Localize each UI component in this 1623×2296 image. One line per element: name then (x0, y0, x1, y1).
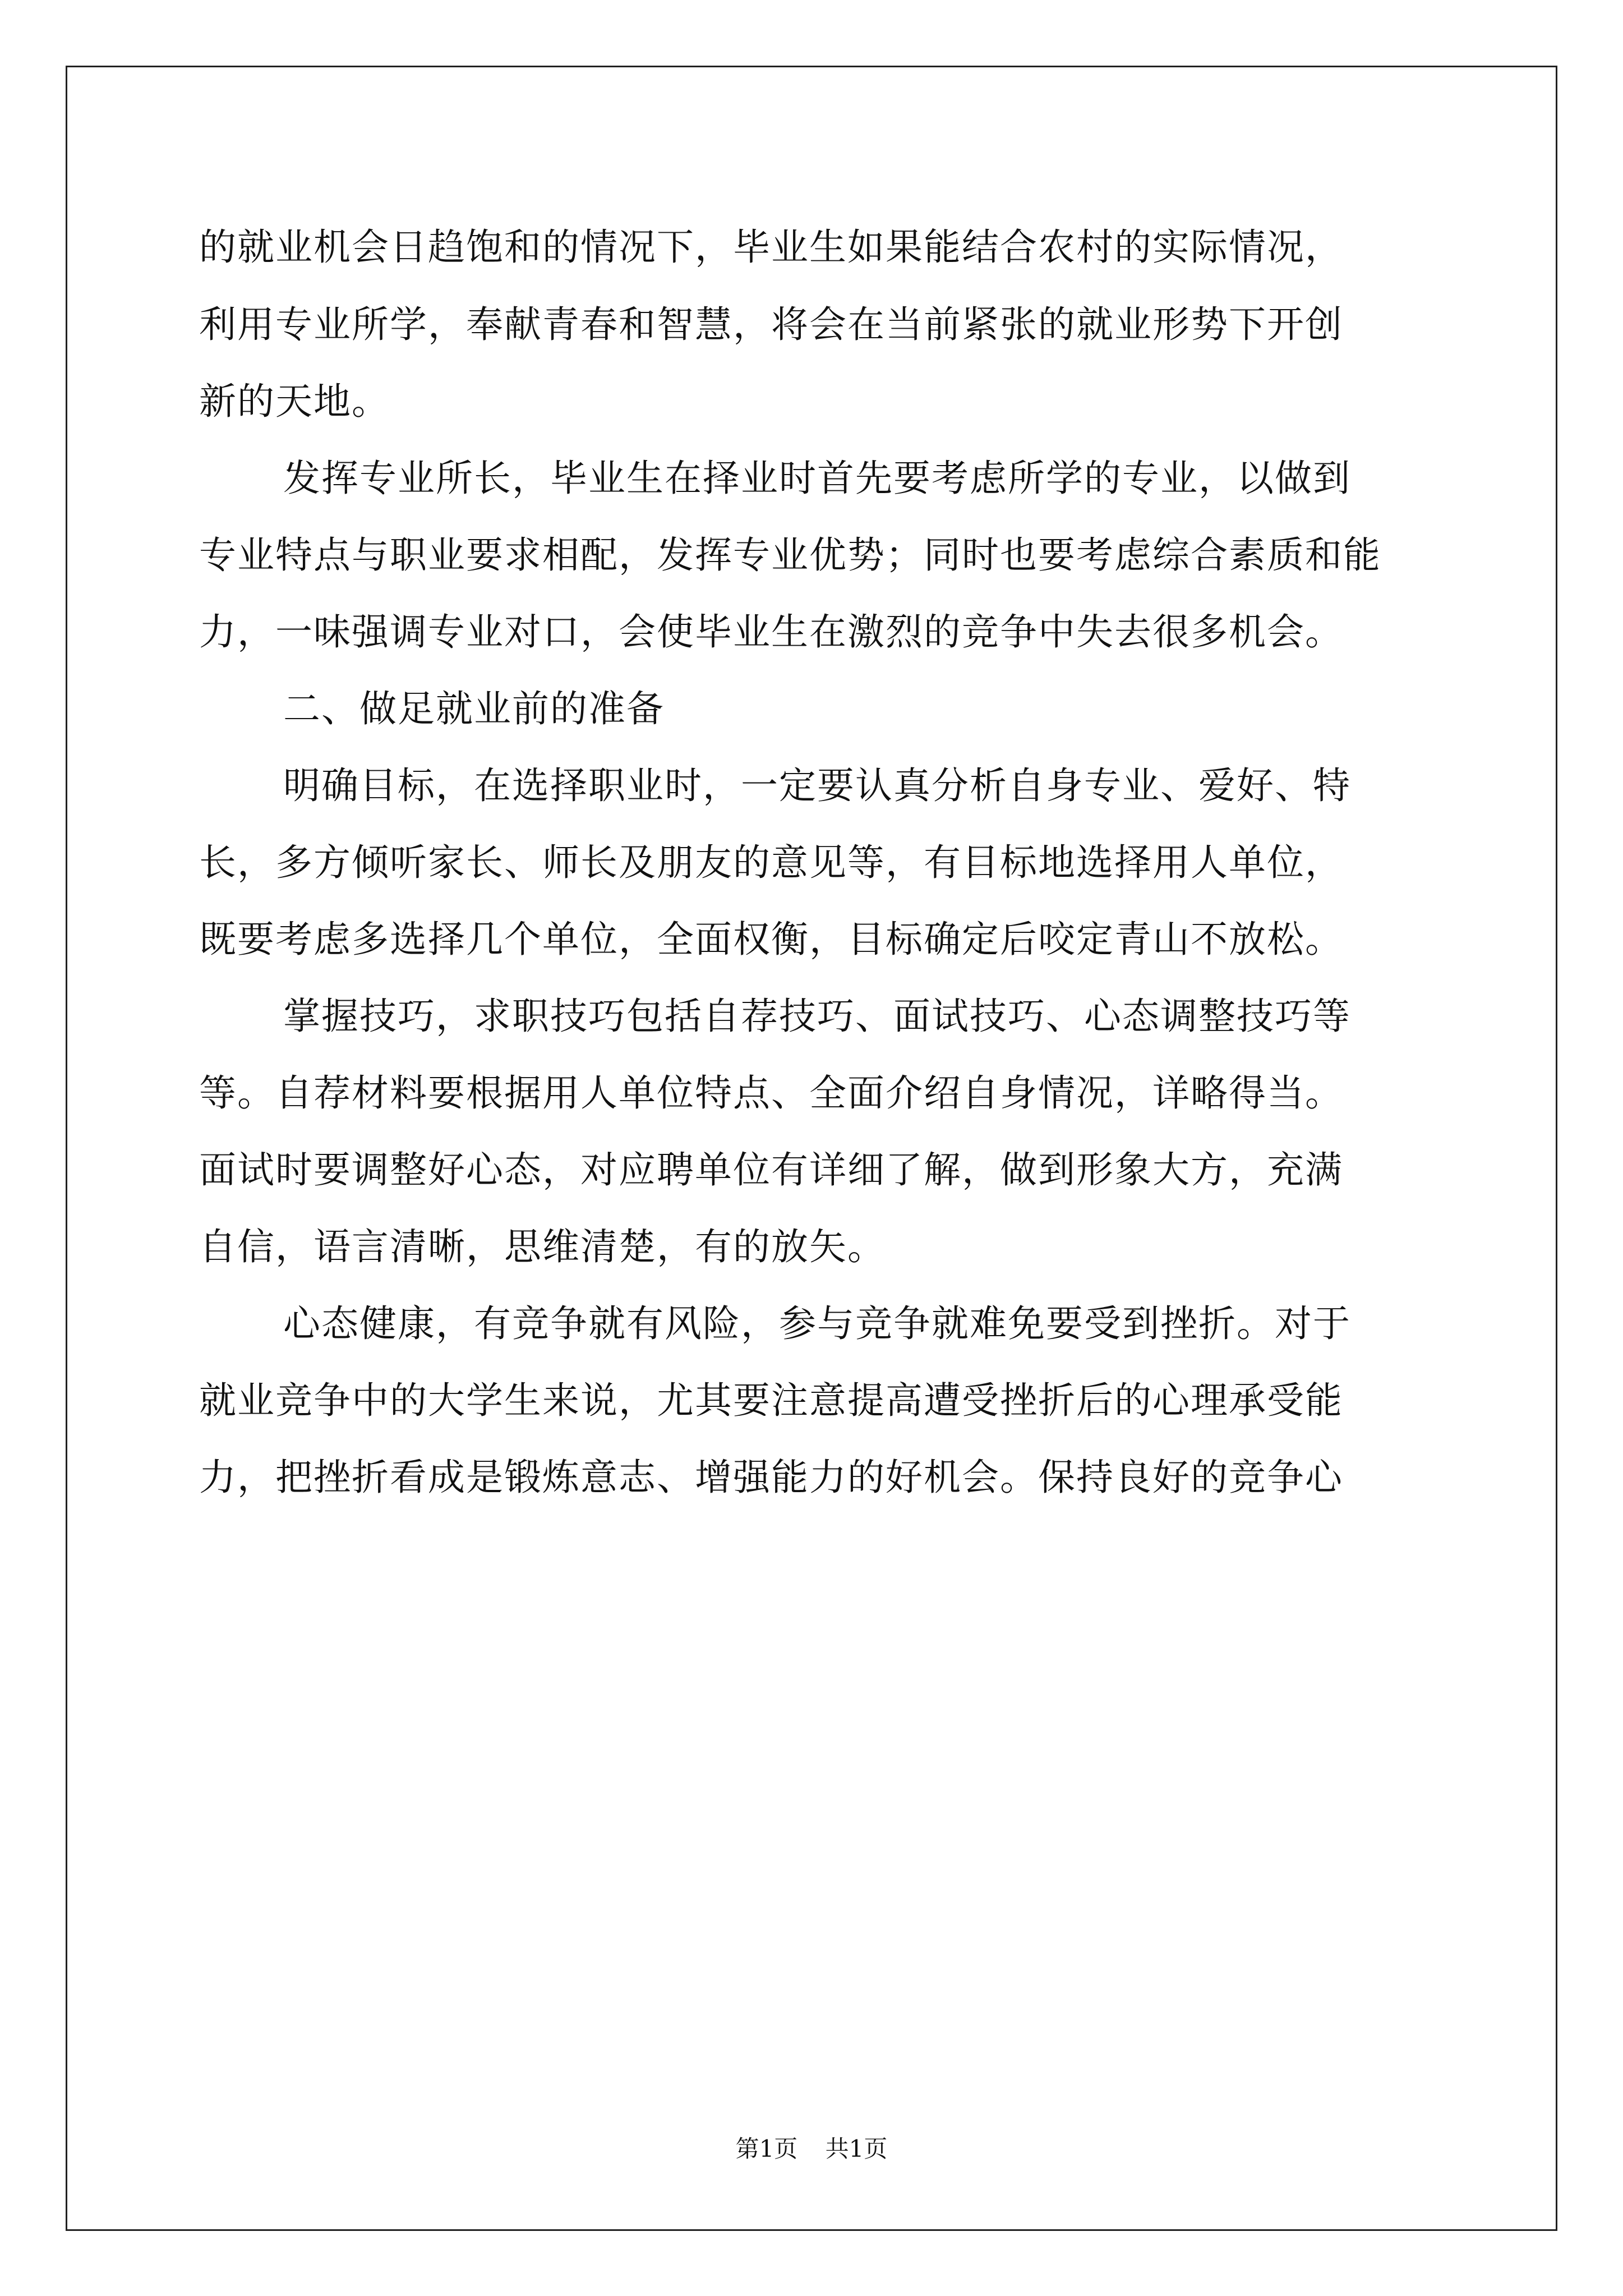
paragraph-first-line: 明确目标，在选择职业时，一定要认真分析自身专业、爱好、特 (283, 764, 1351, 807)
text-line: 既要考虑多选择几个单位，全面权衡，目标确定后咬定青山不放松。 (199, 918, 1343, 961)
paragraph-first-line: 心态健康，有竞争就有风险，参与竞争就难免要受到挫折。对于 (283, 1302, 1351, 1345)
paragraph-first-line: 掌握技巧，求职技巧包括自荐技巧、面试技巧、心态调整技巧等 (283, 995, 1351, 1038)
text-line: 自信，语言清晰，思维清楚，有的放矢。 (199, 1225, 886, 1268)
paragraph-first-line: 发挥专业所长，毕业生在择业时首先要考虑所学的专业，以做到 (283, 457, 1351, 500)
text-line: 利用专业所学，奉献青春和智慧，将会在当前紧张的就业形势下开创 (199, 303, 1343, 346)
text-line: 就业竞争中的大学生来说，尤其要注意提高遭受挫折后的心理承受能 (199, 1379, 1343, 1422)
text-line: 力，一味强调专业对口，会使毕业生在激烈的竞争中失去很多机会。 (199, 610, 1343, 654)
text-line: 面试时要调整好心态，对应聘单位有详细了解，做到形象大方，充满 (199, 1148, 1343, 1191)
text-line: 长，多方倾听家长、师长及朋友的意见等，有目标地选择用人单位， (199, 841, 1343, 884)
page-total: 共1页 (825, 2135, 888, 2162)
text-line: 新的天地。 (199, 380, 390, 423)
text-line: 的就业机会日趋饱和的情况下，毕业生如果能结合农村的实际情况， (199, 226, 1343, 269)
text-line: 力，把挫折看成是锻炼意志、增强能力的好机会。保持良好的竞争心 (199, 1456, 1343, 1499)
page-footer (0, 2131, 1623, 2164)
text-line: 等。自荐材料要根据用人单位特点、全面介绍自身情况，详略得当。 (199, 1071, 1343, 1115)
page-number: 第1页 (735, 2135, 798, 2162)
section-heading: 二、做足就业前的准备 (283, 687, 665, 730)
text-line: 专业特点与职业要求相配，发挥专业优势；同时也要考虑综合素质和能 (199, 533, 1381, 577)
